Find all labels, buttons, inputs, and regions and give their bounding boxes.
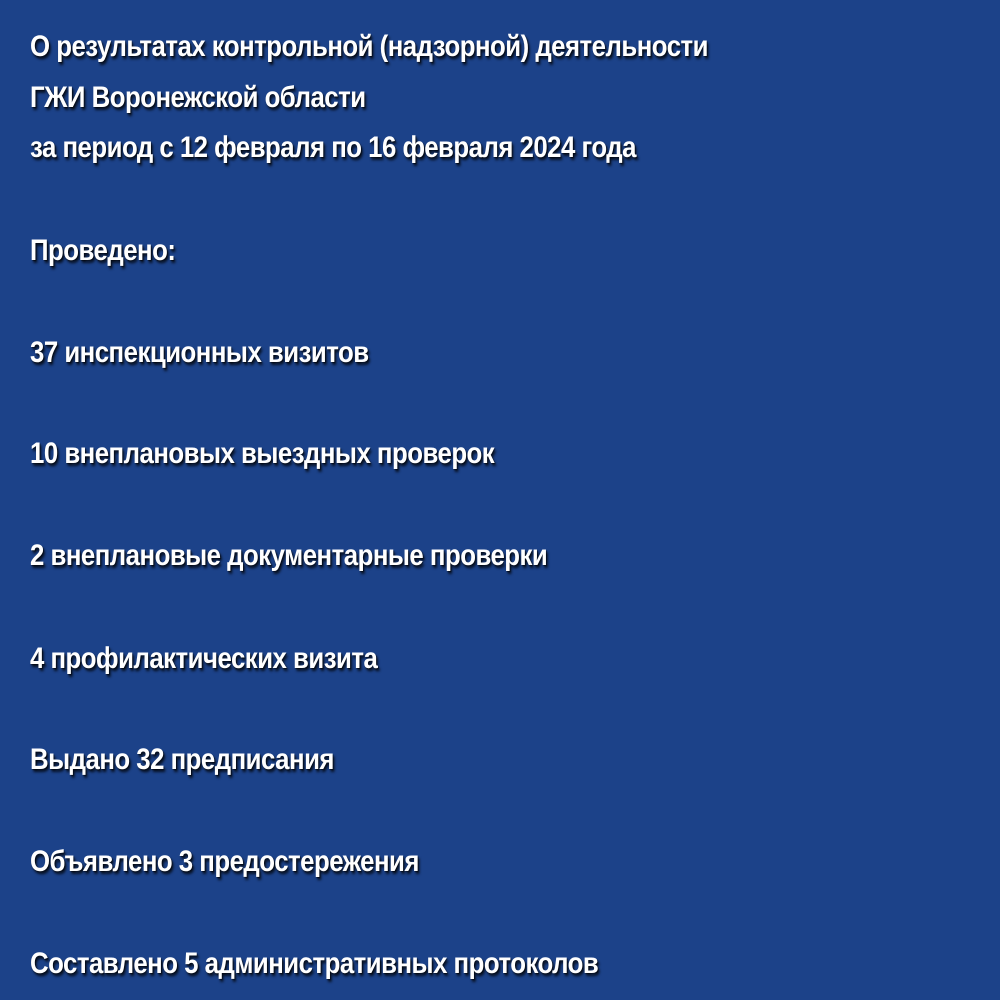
- summary-item-warnings-announced: Объявлено 3 предостережения: [30, 845, 419, 878]
- summary-item-onsite-inspections: 10 внеплановых выездных проверок: [30, 437, 495, 470]
- summary-item-inspection-visits: 37 инспекционных визитов: [30, 336, 369, 369]
- summary-heading: Проведено:: [30, 234, 176, 267]
- summary-item-administrative-protocols: Составлено 5 административных протоколов: [30, 947, 599, 980]
- summary-item-preventive-visits: 4 профилактических визита: [30, 642, 378, 675]
- summary-item-orders-issued: Выдано 32 предписания: [30, 743, 334, 776]
- summary-item-document-inspections: 2 внеплановые документарные проверки: [30, 539, 548, 572]
- title-line-2: ГЖИ Воронежской области: [30, 81, 366, 114]
- title-line-3: за период с 12 февраля по 16 февраля 2024 года: [30, 131, 636, 164]
- title-line-1: О результатах контрольной (надзорной) деятельности: [30, 30, 709, 63]
